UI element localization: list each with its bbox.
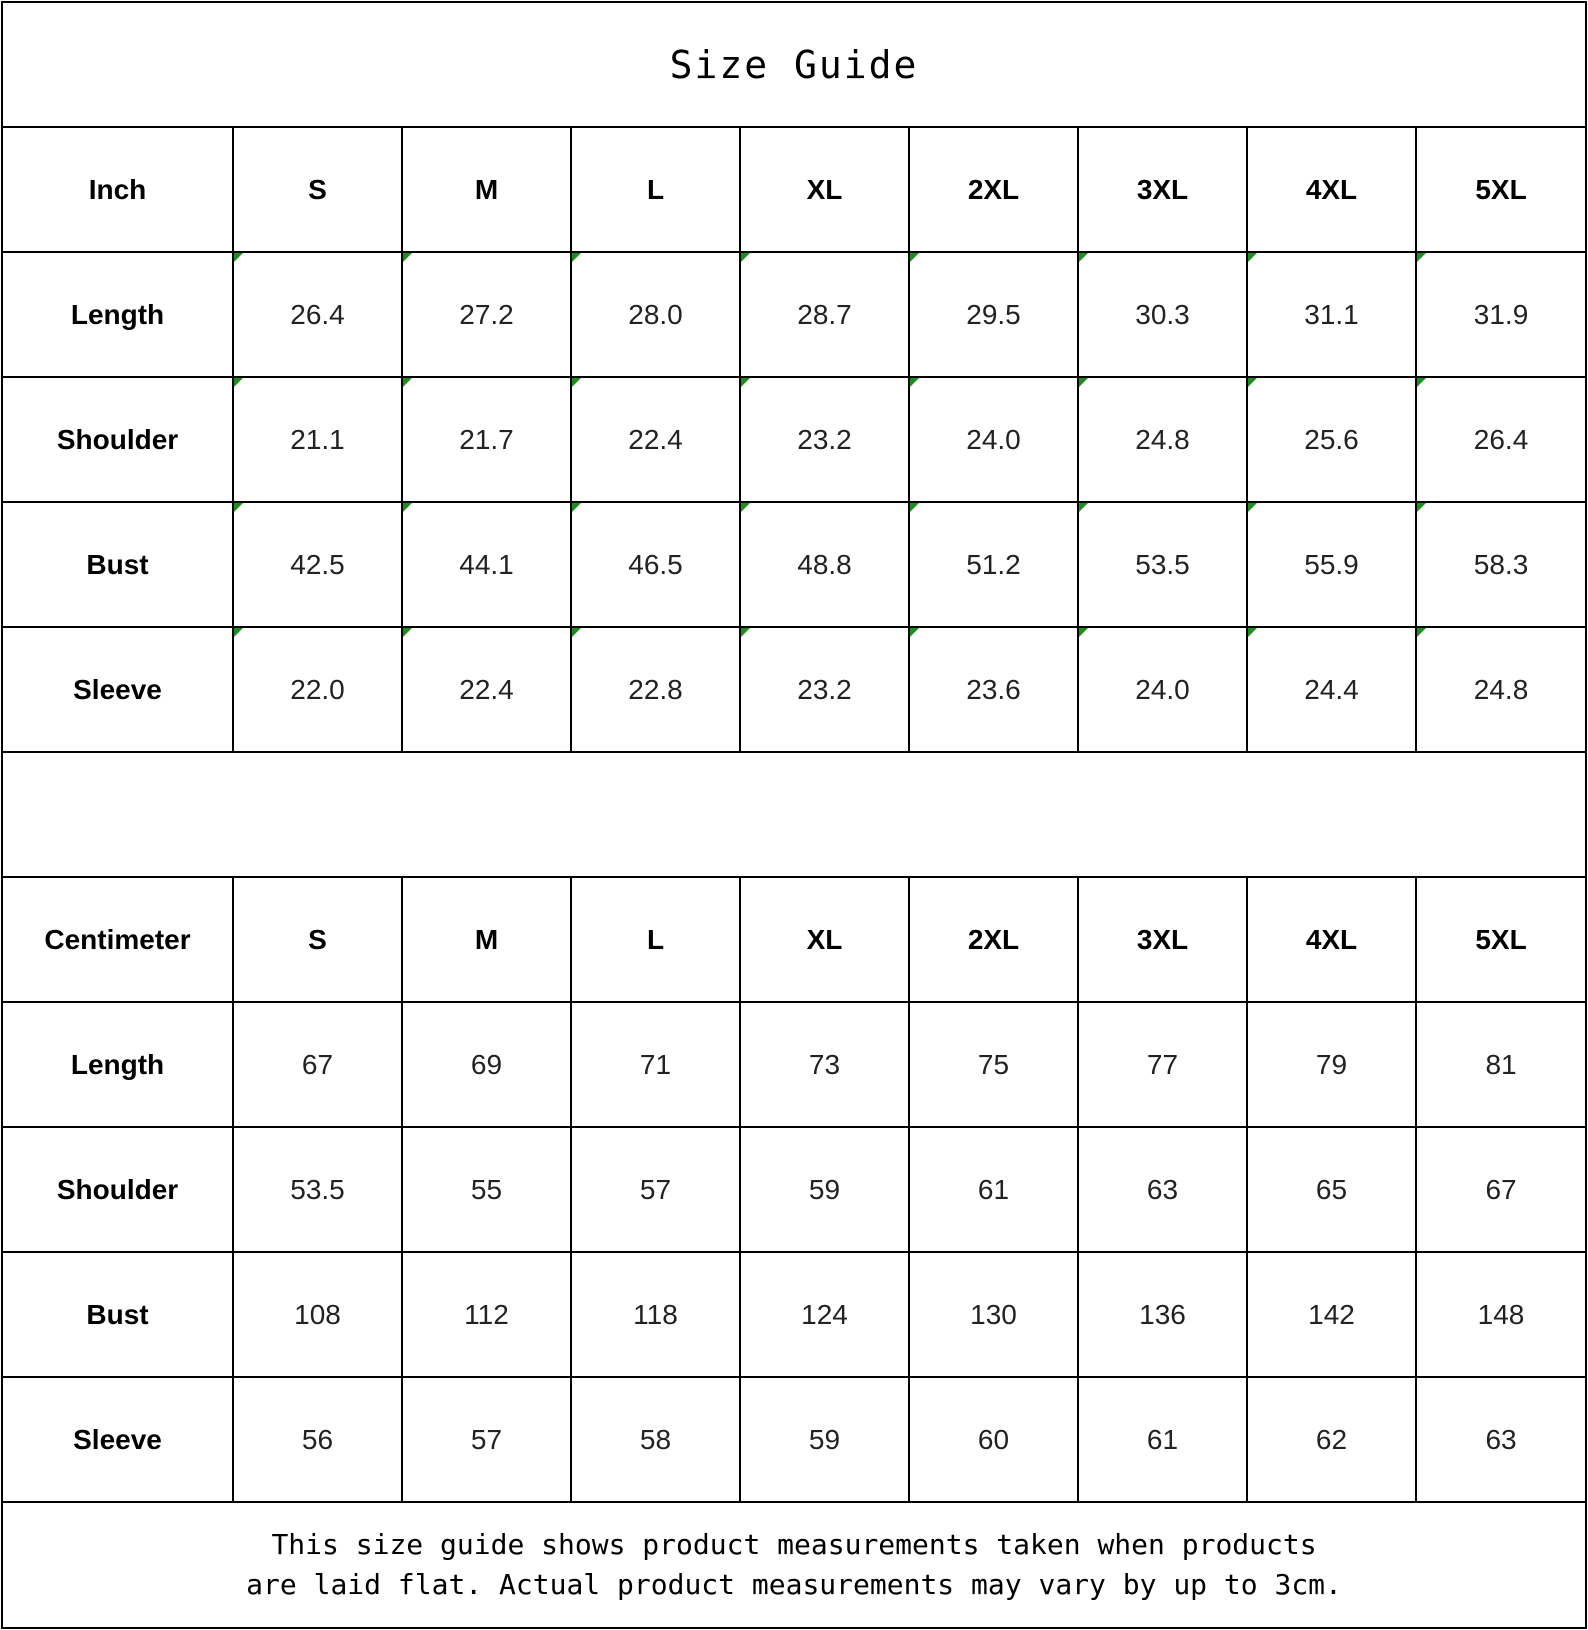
cm-value-cell: 59 (740, 1127, 909, 1252)
cm-value-cell: 61 (909, 1127, 1078, 1252)
cm-row-length (2, 1002, 1586, 1127)
cm-value-cell: 112 (402, 1252, 571, 1377)
cm-size-header: 5XL (1416, 877, 1586, 1002)
cm-value-cell: 130 (909, 1252, 1078, 1377)
inch-value-cell: 31.9 (1416, 252, 1586, 377)
inch-value-cell: 22.4 (571, 377, 740, 502)
cm-value-cell: 81 (1416, 1002, 1586, 1127)
cm-value-cell: 67 (1416, 1127, 1586, 1252)
cm-unit-header: Centimeter (2, 877, 233, 1002)
inch-row-bust (2, 502, 1586, 627)
cm-size-header: M (402, 877, 571, 1002)
cm-value-cell: 108 (233, 1252, 402, 1377)
cm-value-cell: 61 (1078, 1377, 1247, 1502)
inch-value-cell: 23.2 (740, 627, 909, 752)
cm-value-cell: 136 (1078, 1252, 1247, 1377)
cm-value-cell: 77 (1078, 1002, 1247, 1127)
cm-row-shoulder (2, 1127, 1586, 1252)
cm-value-cell: 57 (402, 1377, 571, 1502)
inch-value-cell: 22.0 (233, 627, 402, 752)
cm-row-label: Shoulder (2, 1127, 233, 1252)
inch-value-cell: 24.4 (1247, 627, 1416, 752)
cm-value-cell: 63 (1416, 1377, 1586, 1502)
title-row (2, 2, 1586, 127)
inch-value-cell: 58.3 (1416, 502, 1586, 627)
cm-value-cell: 118 (571, 1252, 740, 1377)
cm-row-sleeve (2, 1377, 1586, 1502)
inch-header-row (2, 127, 1586, 252)
inch-unit-header: Inch (2, 127, 233, 252)
inch-size-header: 4XL (1247, 127, 1416, 252)
cm-size-header: 3XL (1078, 877, 1247, 1002)
separator-cell (2, 752, 1586, 877)
inch-size-header: 5XL (1416, 127, 1586, 252)
inch-row-length (2, 252, 1586, 377)
footer-row (2, 1502, 1586, 1628)
size-guide-table (1, 1, 1587, 1629)
inch-value-cell: 44.1 (402, 502, 571, 627)
inch-value-cell: 51.2 (909, 502, 1078, 627)
inch-size-header: M (402, 127, 571, 252)
cm-value-cell: 53.5 (233, 1127, 402, 1252)
inch-value-cell: 24.0 (1078, 627, 1247, 752)
note-line-1: This size guide shows product measurements taken when products (271, 1528, 1317, 1561)
cm-value-cell: 124 (740, 1252, 909, 1377)
cm-size-header: 2XL (909, 877, 1078, 1002)
cm-size-header: S (233, 877, 402, 1002)
cm-value-cell: 60 (909, 1377, 1078, 1502)
inch-value-cell: 29.5 (909, 252, 1078, 377)
cm-value-cell: 55 (402, 1127, 571, 1252)
inch-value-cell: 24.0 (909, 377, 1078, 502)
inch-value-cell: 24.8 (1078, 377, 1247, 502)
inch-value-cell: 42.5 (233, 502, 402, 627)
cm-row-label: Length (2, 1002, 233, 1127)
inch-value-cell: 55.9 (1247, 502, 1416, 627)
cm-value-cell: 56 (233, 1377, 402, 1502)
inch-row-shoulder (2, 377, 1586, 502)
cm-size-header: XL (740, 877, 909, 1002)
inch-value-cell: 28.0 (571, 252, 740, 377)
inch-size-header: XL (740, 127, 909, 252)
inch-value-cell: 53.5 (1078, 502, 1247, 627)
cm-value-cell: 75 (909, 1002, 1078, 1127)
cm-value-cell: 58 (571, 1377, 740, 1502)
cm-row-bust (2, 1252, 1586, 1377)
cm-value-cell: 79 (1247, 1002, 1416, 1127)
cm-row-label: Sleeve (2, 1377, 233, 1502)
inch-size-header: S (233, 127, 402, 252)
cm-value-cell: 57 (571, 1127, 740, 1252)
cm-size-header: L (571, 877, 740, 1002)
inch-value-cell: 46.5 (571, 502, 740, 627)
inch-value-cell: 27.2 (402, 252, 571, 377)
cm-value-cell: 142 (1247, 1252, 1416, 1377)
inch-row-label: Sleeve (2, 627, 233, 752)
cm-header-row (2, 877, 1586, 1002)
note-line-2: are laid flat. Actual product measurements may vary by up to 3cm. (246, 1568, 1342, 1601)
separator-row (2, 752, 1586, 877)
inch-size-header: 3XL (1078, 127, 1247, 252)
inch-value-cell: 24.8 (1416, 627, 1586, 752)
inch-value-cell: 23.2 (740, 377, 909, 502)
page-title: Size Guide (2, 2, 1586, 127)
cm-value-cell: 73 (740, 1002, 909, 1127)
inch-value-cell: 48.8 (740, 502, 909, 627)
cm-size-header: 4XL (1247, 877, 1416, 1002)
inch-row-label: Length (2, 252, 233, 377)
inch-row-label: Shoulder (2, 377, 233, 502)
cm-value-cell: 69 (402, 1002, 571, 1127)
cm-value-cell: 67 (233, 1002, 402, 1127)
cm-row-label: Bust (2, 1252, 233, 1377)
inch-value-cell: 22.8 (571, 627, 740, 752)
inch-size-header: 2XL (909, 127, 1078, 252)
inch-value-cell: 26.4 (1416, 377, 1586, 502)
inch-value-cell: 26.4 (233, 252, 402, 377)
inch-value-cell: 22.4 (402, 627, 571, 752)
measurement-note (2, 1502, 1586, 1628)
inch-value-cell: 30.3 (1078, 252, 1247, 377)
inch-row-sleeve (2, 627, 1586, 752)
inch-value-cell: 23.6 (909, 627, 1078, 752)
inch-value-cell: 21.7 (402, 377, 571, 502)
cm-value-cell: 59 (740, 1377, 909, 1502)
inch-value-cell: 28.7 (740, 252, 909, 377)
cm-value-cell: 62 (1247, 1377, 1416, 1502)
cm-value-cell: 65 (1247, 1127, 1416, 1252)
inch-value-cell: 21.1 (233, 377, 402, 502)
inch-value-cell: 25.6 (1247, 377, 1416, 502)
inch-size-header: L (571, 127, 740, 252)
cm-value-cell: 63 (1078, 1127, 1247, 1252)
inch-value-cell: 31.1 (1247, 252, 1416, 377)
inch-row-label: Bust (2, 502, 233, 627)
cm-value-cell: 148 (1416, 1252, 1586, 1377)
cm-value-cell: 71 (571, 1002, 740, 1127)
